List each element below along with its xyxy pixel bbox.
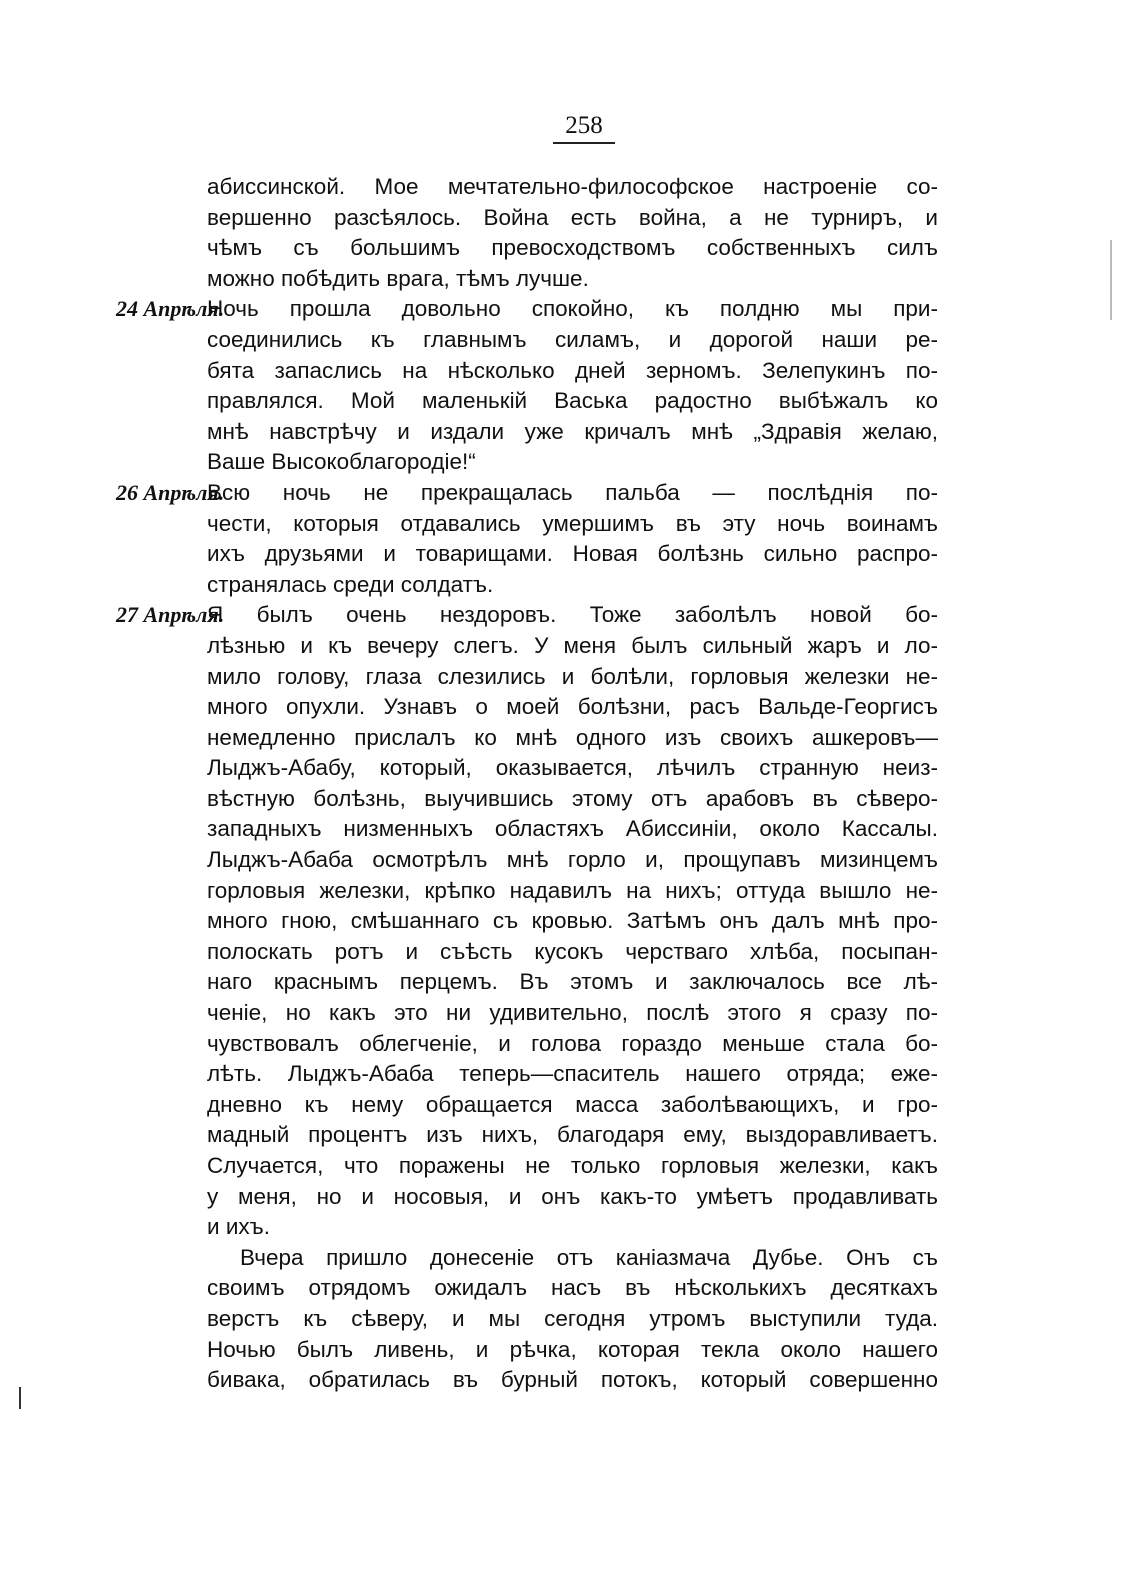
line-text: немедленно прислалъ ко мнѣ одного изъ своихъ ашкеровъ— [207, 724, 938, 750]
line-text: ихъ друзьями и товарищами. Новая болѣзнь сильно распро- [207, 541, 938, 567]
text-line [207, 1243, 938, 1274]
text-line [207, 937, 938, 968]
scan-mark [19, 1387, 21, 1409]
text-line [207, 784, 938, 815]
line-text: странялась среди солдатъ. [207, 571, 494, 597]
text-line [207, 998, 938, 1029]
line-text: вѣстную болѣзнь, выучившись этому отъ арабовъ въ сѣверо- [207, 785, 938, 811]
text-line [207, 1029, 938, 1060]
text-line [207, 631, 938, 662]
text-line [116, 600, 938, 631]
line-text: много гною, смѣшаннаго съ кровью. Затѣмъ онъ далъ мнѣ про- [207, 908, 938, 934]
text-line [207, 386, 938, 417]
text-line [207, 203, 938, 234]
line-text: мадный процентъ изъ нихъ, благодаря ему, выздоравливаетъ. [207, 1122, 938, 1148]
text-line [207, 1182, 938, 1213]
line-text: Ночь прошла довольно спокойно, къ полдню мы при- [207, 296, 938, 322]
line-text: бята запаслись на нѣсколько дней зерномъ. Зелепукинъ по- [207, 357, 938, 383]
date-label: 26 Апрѣля. [116, 479, 225, 505]
line-text: у меня, но и носовыя, и онъ какъ-то умѣетъ продавливать [207, 1183, 938, 1209]
text-line [207, 967, 938, 998]
line-text: Случается, что поражены не только горловыя железки, какъ [207, 1153, 938, 1178]
text-line [207, 753, 938, 784]
text-line [116, 478, 938, 509]
line-text: Лыджъ-Абабу, который, оказывается, лѣчилъ странную неиз- [207, 755, 938, 781]
line-text: дневно къ нему обращается масса заболѣвающихъ, и гро- [207, 1091, 938, 1117]
line-text: Ваше Высокоблагородіе!“ [207, 449, 476, 475]
date-label: 27 Апрѣля. [116, 602, 225, 628]
text-line [207, 1120, 938, 1151]
line-text: Лыджъ-Абаба осмотрѣлъ мнѣ горло и, прощупавъ мизинцемъ [207, 847, 938, 873]
line-text: Ночью былъ ливень, и рѣчка, которая текла около нашего [207, 1336, 938, 1362]
text-line [207, 906, 938, 937]
line-text: ченіе, но какъ это ни удивительно, послѣ этого я сразу по- [207, 1000, 938, 1026]
line-text: Вчера пришло донесеніе отъ каніазмача Дубье. Онъ съ [240, 1244, 938, 1270]
line-text: можно побѣдить врага, тѣмъ лучше. [207, 265, 589, 291]
text-line [207, 172, 938, 203]
body-text [116, 172, 938, 1396]
text-line [207, 539, 938, 570]
line-text: чести, которыя отдавались умершимъ въ эту ночь воинамъ [207, 510, 938, 536]
text-line [207, 845, 938, 876]
text-line [207, 692, 938, 723]
line-text: верстъ къ сѣверу, и мы сегодня утромъ выступили туда. [207, 1305, 938, 1331]
text-line [207, 447, 938, 478]
text-line [207, 814, 938, 845]
text-line [207, 1365, 938, 1396]
text-line [207, 417, 938, 448]
text-line [207, 325, 938, 356]
text-line [207, 876, 938, 907]
line-text: горловыя железки, крѣпко надавилъ на нихъ; оттуда вышло не- [207, 877, 938, 903]
line-text: мнѣ навстрѣчу и издали уже кричалъ мнѣ „Здравія желаю, [207, 418, 938, 444]
text-line [207, 1090, 938, 1121]
line-text: наго краснымъ перцемъ. Въ этомъ и заключалось все лѣ- [207, 969, 938, 995]
line-text: и ихъ. [207, 1214, 270, 1240]
line-text: чувствовалъ облегченіе, и голова гораздо меньше стала бо- [207, 1030, 938, 1056]
text-line [207, 509, 938, 540]
text-line [207, 723, 938, 754]
line-text: много опухли. Узнавъ о моей болѣзни, расъ Вальде-Георгисъ [207, 694, 938, 720]
text-line [207, 570, 938, 601]
line-text: полоскать ротъ и съѣсть кусокъ черстваго хлѣба, посыпан- [207, 938, 938, 964]
line-text: абиссинской. Мое мечтательно-философское настроеніе со- [207, 174, 938, 199]
line-text: лѣть. Лыджъ-Абаба теперь—спаситель нашего отряда; еже- [207, 1061, 938, 1087]
text-line [207, 1151, 938, 1182]
line-text: мило голову, глаза слезились и болѣли, горловыя железки не- [207, 663, 938, 689]
page-number: 258 [553, 112, 615, 144]
line-text: правлялся. Мой маленькій Васька радостно выбѣжалъ ко [207, 388, 938, 414]
line-text: Я былъ очень нездоровъ. Тоже заболѣлъ новой бо- [207, 602, 938, 628]
line-text: бивака, обратилась въ бурный потокъ, который совершенно [207, 1367, 938, 1393]
line-text: Всю ночь не прекращалась пальба — послѣднія по- [207, 479, 938, 505]
text-line [116, 294, 938, 325]
text-line [207, 264, 938, 295]
text-line [207, 233, 938, 264]
line-text: западныхъ низменныхъ областяхъ Абиссиніи, около Кассалы. [207, 816, 938, 842]
text-line [207, 1335, 938, 1366]
text-line [207, 1304, 938, 1335]
text-line [207, 356, 938, 387]
line-text: чѣмъ съ большимъ превосходствомъ собственныхъ силъ [207, 235, 938, 261]
date-label: 24 Апрѣля. [116, 296, 225, 322]
text-line [207, 662, 938, 693]
line-text: вершенно разсѣялось. Война есть война, а не турниръ, и [207, 204, 938, 230]
line-text: соединились къ главнымъ силамъ, и дорогой наши ре- [207, 326, 938, 352]
line-text: своимъ отрядомъ ожидалъ насъ въ нѣсколькихъ десяткахъ [207, 1275, 938, 1301]
scan-mark [1110, 240, 1112, 320]
text-line [207, 1212, 938, 1243]
text-line [207, 1273, 938, 1304]
line-text: лѣзнью и къ вечеру слегъ. У меня былъ сильный жаръ и ло- [207, 632, 938, 658]
text-line [207, 1059, 938, 1090]
